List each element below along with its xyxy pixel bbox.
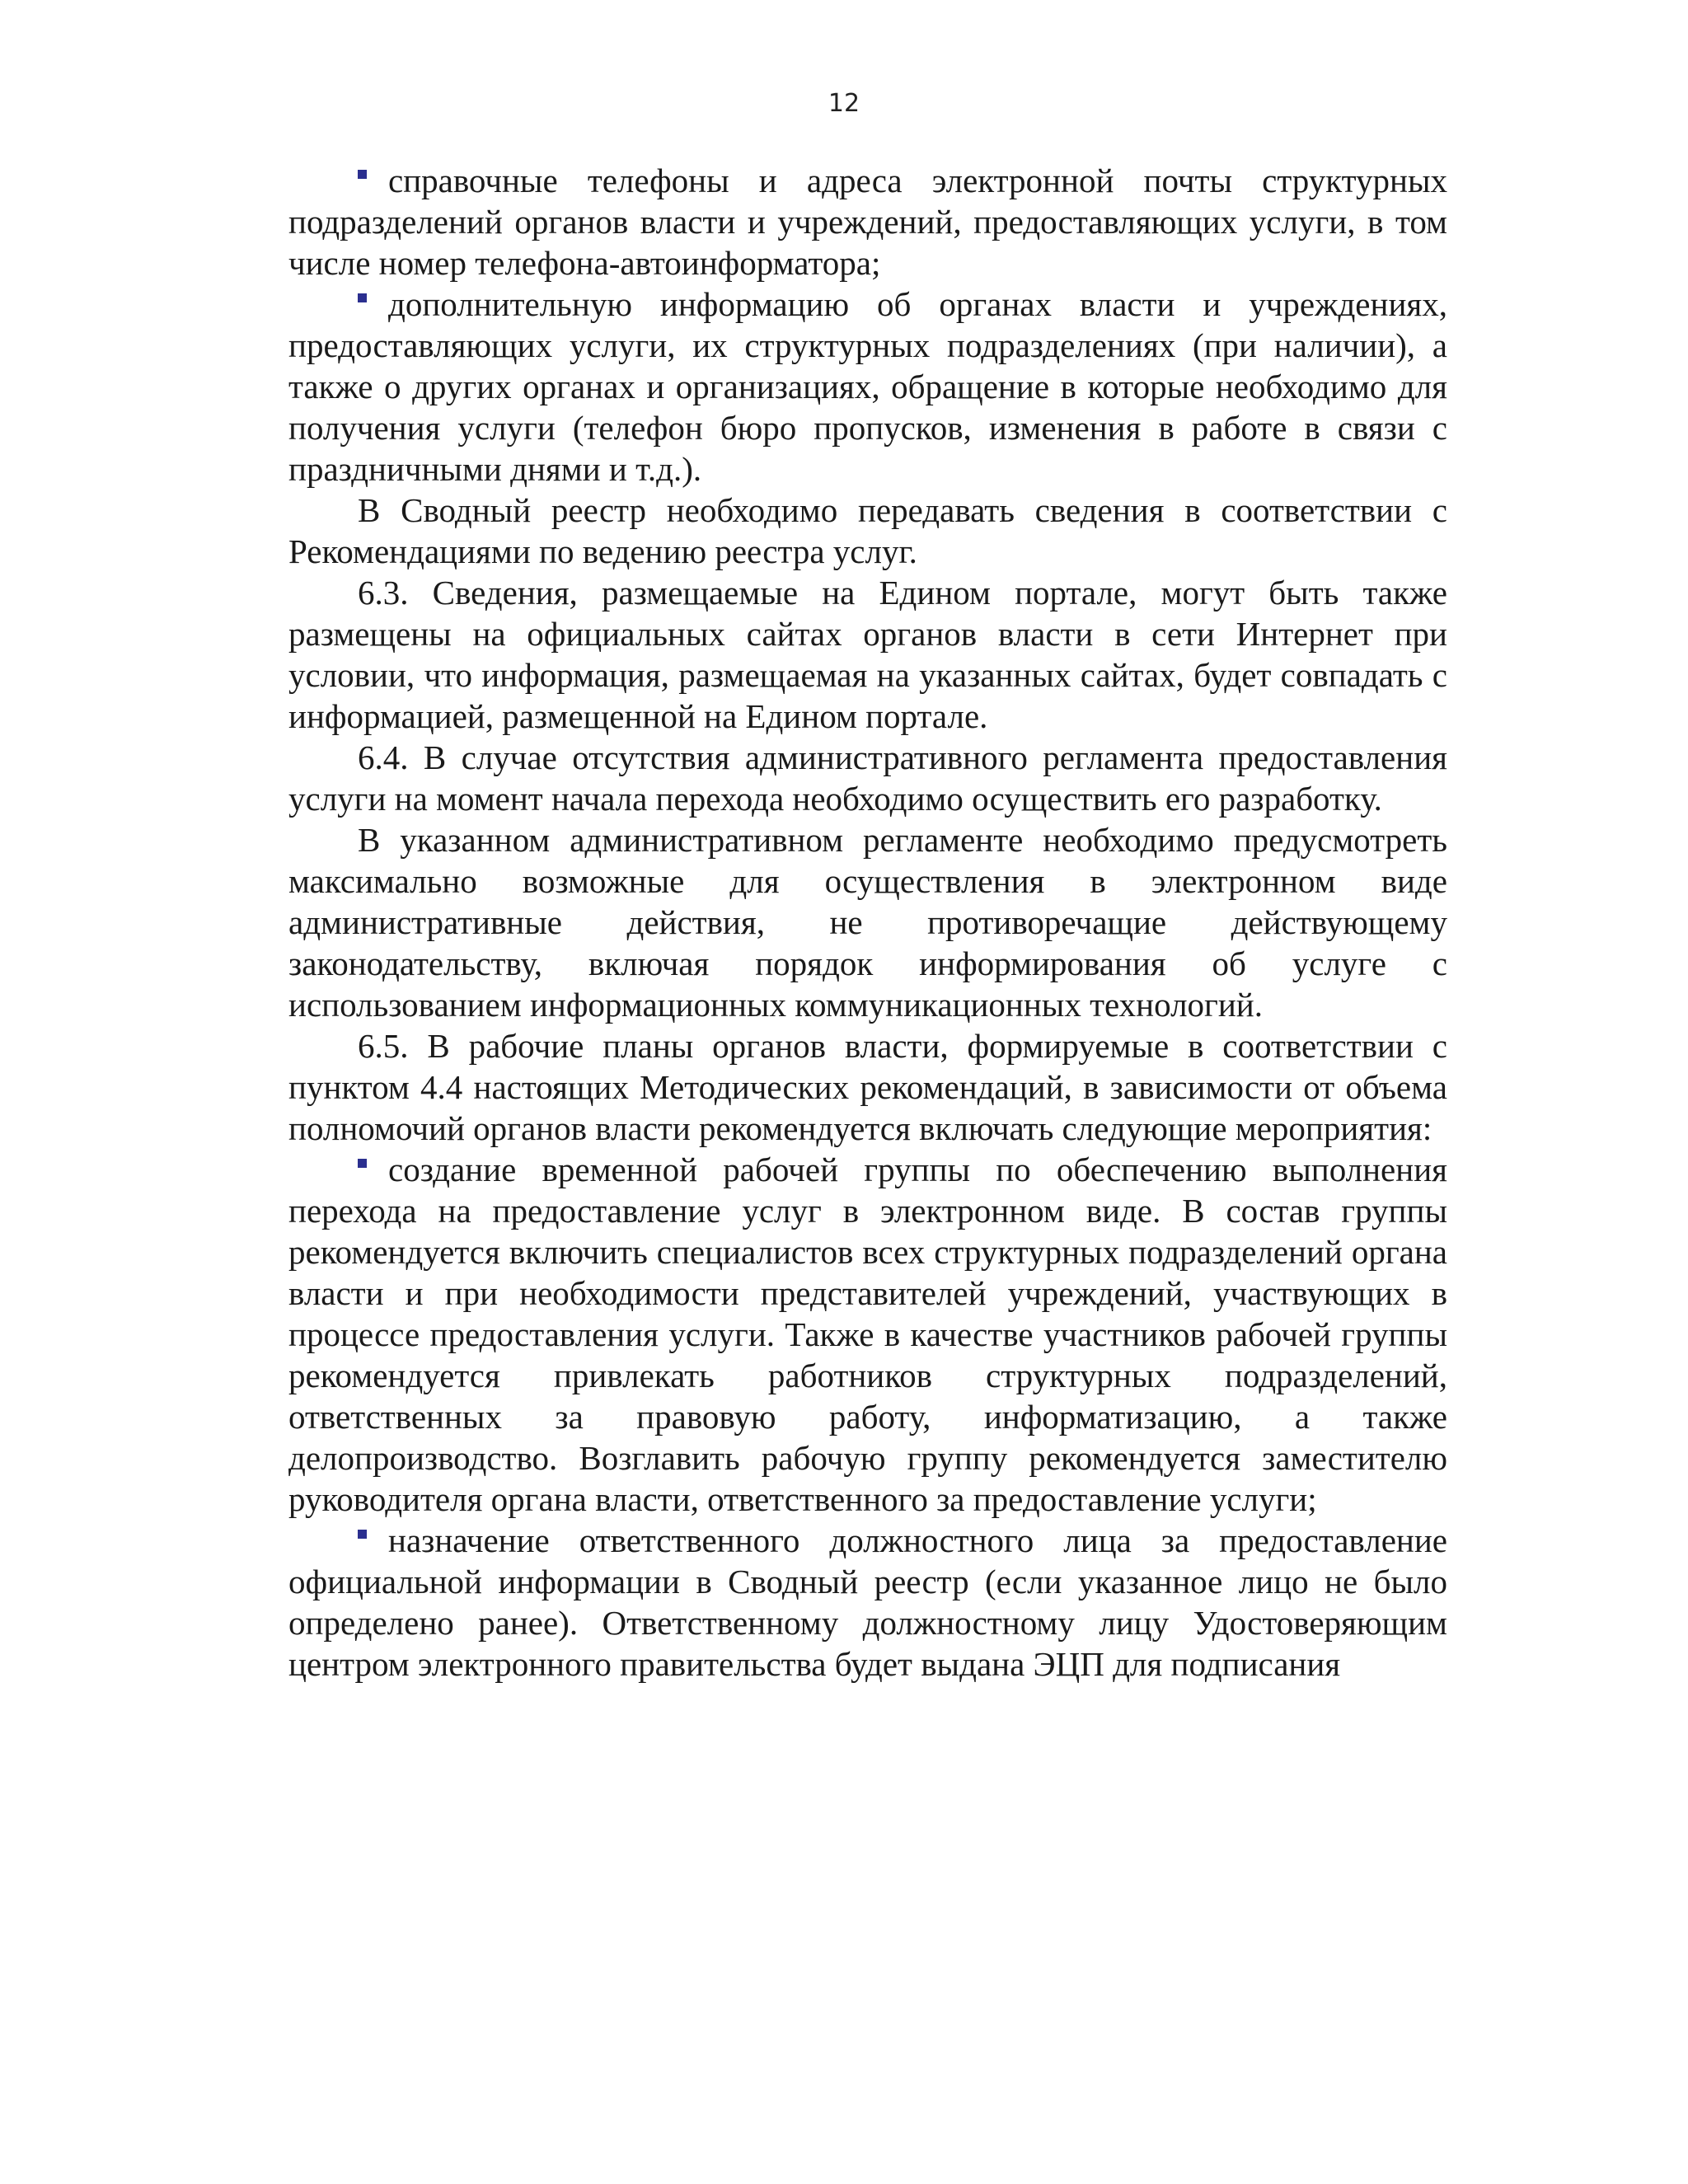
paragraph-6-3: 6.3. Сведения, размещаемые на Едином портале, могут быть также размещены на официальных сайтах органов власти в сети Интернет при условии, что информация, размещаемая на указанных сайтах, будет совпадать с информацией, размещенной на Едином портале. (288, 574, 1447, 735)
bullet-text: назначение ответственного должностного лица за предоставление официальной информации в Сводный реестр (если указанное лицо не было определено ранее). Ответственному должностному лицу Удостоверяющим центром электронного правительства будет выдана ЭЦП для подписания (288, 1521, 1447, 1683)
bullet-item-additional-info (288, 284, 1447, 490)
paragraph-6-5: 6.5. В рабочие планы органов власти, формируемые в соответствии с пунктом 4.4 настоящих Методических рекомендаций, в зависимости от объема полномочий органов власти рекомендуется включать следующие мероприятия: (288, 1027, 1447, 1147)
paragraph-registry: В Сводный реестр необходимо передавать сведения в соответствии с Рекомендациями по ведению реестра услуг. (288, 491, 1447, 570)
bullet-text: дополнительную информацию об органах власти и учреждениях, предоставляющих услуги, их структурных подразделениях (при наличии), а также о других органах и организациях, обращение в которые необходимо для получения услуги (телефон бюро пропусков, изменения в работе в связи с праздничными днями и т.д.). (288, 285, 1447, 488)
square-bullet-icon (358, 1159, 367, 1168)
bullet-item-working-group (288, 1149, 1447, 1520)
document-body (288, 160, 1447, 1685)
square-bullet-icon (358, 1530, 367, 1539)
paragraph-6-4: 6.4. В случае отсутствия административного регламента предоставления услуги на момент начала перехода необходимо осуществить его разработку. (288, 738, 1447, 818)
square-bullet-icon (358, 170, 367, 179)
page-number: 12 (828, 89, 860, 118)
bullet-text: создание временной рабочей группы по обеспечению выполнения перехода на предоставление услуг в электронном виде. В состав группы рекомендуется включить специалистов всех структурных подразделений органа власти и при необходимости представителей учреждений, участвующих в процессе предоставления услуги. Также в качестве участников рабочей группы рекомендуется привлекать работников структурных подразделений, ответственных за правовую работу, информатизацию, а также делопроизводство. Возглавить рабочую группу рекомендуется заместителю руководителя органа власти, ответственного за предоставление услуги; (288, 1151, 1447, 1518)
bullet-text: справочные телефоны и адреса электронной почты структурных подразделений органов власти и учреждений, предоставляющих услуги, в том числе номер телефона-автоинформатора; (288, 162, 1447, 282)
square-bullet-icon (358, 293, 367, 302)
paragraph-regulation: В указанном административном регламенте необходимо предусмотреть максимально возможные для осуществления в электронном виде административные действия, не противоречащие действующему законодательству, включая порядок информирования об услуге с использованием информационных коммуникационных технологий. (288, 821, 1447, 1024)
bullet-item-responsible-official (288, 1520, 1447, 1685)
bullet-item-contacts (288, 160, 1447, 284)
